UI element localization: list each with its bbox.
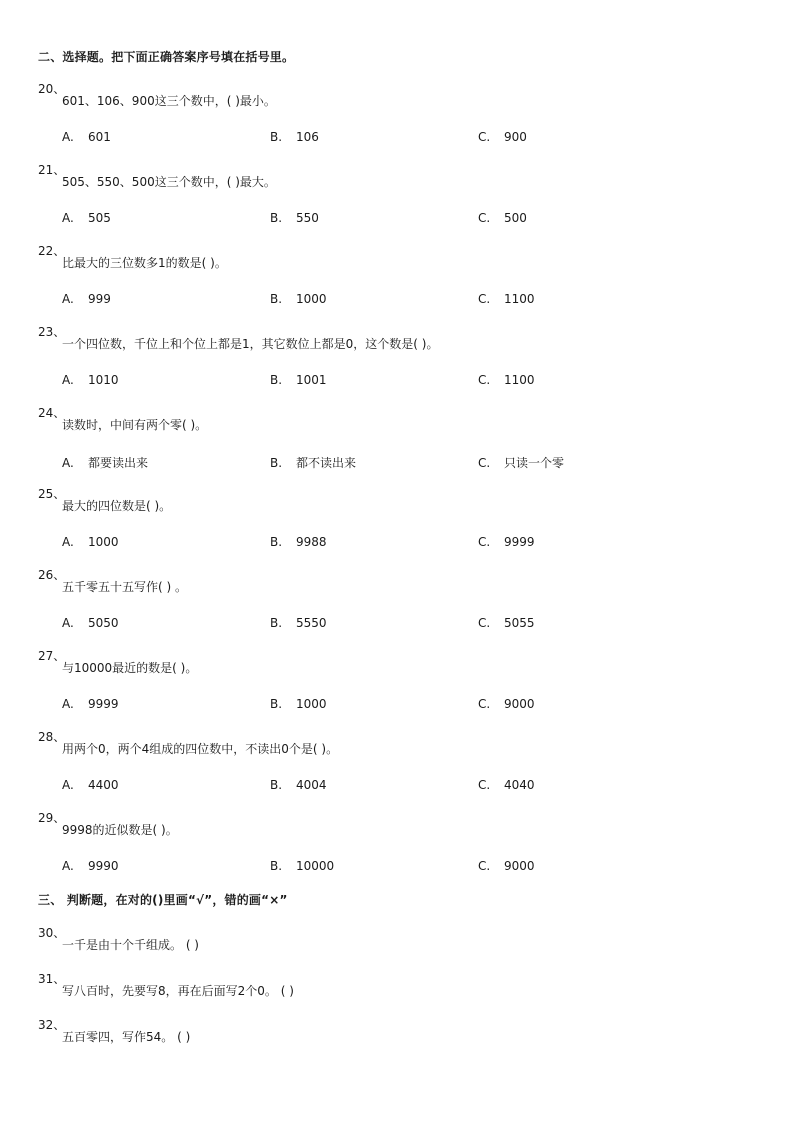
options-row bbox=[62, 130, 762, 146]
question-text[interactable]: 一千是由十个千组成。 ( ) bbox=[62, 938, 199, 952]
question-text: 五千零五十五写作( ) 。 bbox=[62, 580, 187, 594]
question-number: 24、 bbox=[38, 406, 66, 420]
option-b[interactable]: B. 550 bbox=[270, 211, 319, 225]
option-c[interactable]: C. 只读一个零 bbox=[478, 456, 565, 470]
option-b[interactable]: B. 5550 bbox=[270, 616, 327, 630]
option-a[interactable]: A. 9990 bbox=[62, 859, 119, 873]
question-text[interactable]: 写八百时，先要写8，再在后面写2个0。 ( ) bbox=[62, 984, 294, 998]
question-number: 32、 bbox=[38, 1018, 66, 1032]
option-a[interactable]: A. 都要读出来 bbox=[62, 456, 149, 470]
options-row bbox=[62, 616, 762, 632]
options-row bbox=[62, 535, 762, 551]
question-number: 26、 bbox=[38, 568, 66, 582]
option-a[interactable]: A. 1010 bbox=[62, 373, 119, 387]
option-c[interactable]: C. 1100 bbox=[478, 373, 535, 387]
option-c[interactable]: C. 9000 bbox=[478, 697, 535, 711]
question-text: 一个四位数，千位上和个位上都是1，其它数位上都是0，这个数是( )。 bbox=[62, 337, 439, 351]
section-2-title: 二、选择题。把下面正确答案序号填在括号里。 bbox=[38, 50, 295, 64]
option-c[interactable]: C. 9000 bbox=[478, 859, 535, 873]
question-text: 最大的四位数是( )。 bbox=[62, 499, 172, 513]
question-text: 9998的近似数是( )。 bbox=[62, 823, 178, 837]
question-text: 601、106、900这三个数中，( )最小。 bbox=[62, 94, 276, 108]
option-c[interactable]: C. 9999 bbox=[478, 535, 535, 549]
question-number: 21、 bbox=[38, 163, 66, 177]
option-a[interactable]: A. 1000 bbox=[62, 535, 119, 549]
question-text: 读数时，中间有两个零( )。 bbox=[62, 418, 208, 432]
option-b[interactable]: B. 4004 bbox=[270, 778, 327, 792]
option-a[interactable]: A. 5050 bbox=[62, 616, 119, 630]
options-row bbox=[62, 454, 762, 470]
question-number: 28、 bbox=[38, 730, 66, 744]
question-text: 505、550、500这三个数中，( )最大。 bbox=[62, 175, 276, 189]
option-a[interactable]: A. 601 bbox=[62, 130, 111, 144]
options-row bbox=[62, 373, 762, 389]
option-c[interactable]: C. 4040 bbox=[478, 778, 535, 792]
question-number: 22、 bbox=[38, 244, 66, 258]
question-text[interactable]: 五百零四，写作54。 ( ) bbox=[62, 1030, 191, 1044]
option-a[interactable]: A. 505 bbox=[62, 211, 111, 225]
option-b[interactable]: B. 1000 bbox=[270, 292, 327, 306]
question-number: 20、 bbox=[38, 82, 66, 96]
option-c[interactable]: C. 500 bbox=[478, 211, 527, 225]
option-b[interactable]: B. 9988 bbox=[270, 535, 327, 549]
option-a[interactable]: A. 4400 bbox=[62, 778, 119, 792]
option-c[interactable]: C. 1100 bbox=[478, 292, 535, 306]
option-b[interactable]: B. 1001 bbox=[270, 373, 327, 387]
option-b[interactable]: B. 1000 bbox=[270, 697, 327, 711]
section-3-title: 三、 判断题，在对的()里画“√”，错的画“×” bbox=[38, 893, 288, 907]
question-number: 31、 bbox=[38, 972, 66, 986]
option-b[interactable]: B. 106 bbox=[270, 130, 319, 144]
option-b[interactable]: B. 都不读出来 bbox=[270, 456, 357, 470]
option-c[interactable]: C. 900 bbox=[478, 130, 527, 144]
options-row bbox=[62, 697, 762, 713]
options-row bbox=[62, 292, 762, 308]
question-number: 29、 bbox=[38, 811, 66, 825]
options-row bbox=[62, 859, 762, 875]
option-a[interactable]: A. 9999 bbox=[62, 697, 119, 711]
option-b[interactable]: B. 10000 bbox=[270, 859, 335, 873]
question-number: 27、 bbox=[38, 649, 66, 663]
question-number: 25、 bbox=[38, 487, 66, 501]
option-a[interactable]: A. 999 bbox=[62, 292, 111, 306]
question-number: 23、 bbox=[38, 325, 66, 339]
question-number: 30、 bbox=[38, 926, 66, 940]
options-row bbox=[62, 211, 762, 227]
option-c[interactable]: C. 5055 bbox=[478, 616, 535, 630]
options-row bbox=[62, 778, 762, 794]
question-text: 与10000最近的数是( )。 bbox=[62, 661, 198, 675]
question-text: 比最大的三位数多1的数是( )。 bbox=[62, 256, 227, 270]
question-text: 用两个0，两个4组成的四位数中，不读出0个是( )。 bbox=[62, 742, 339, 756]
